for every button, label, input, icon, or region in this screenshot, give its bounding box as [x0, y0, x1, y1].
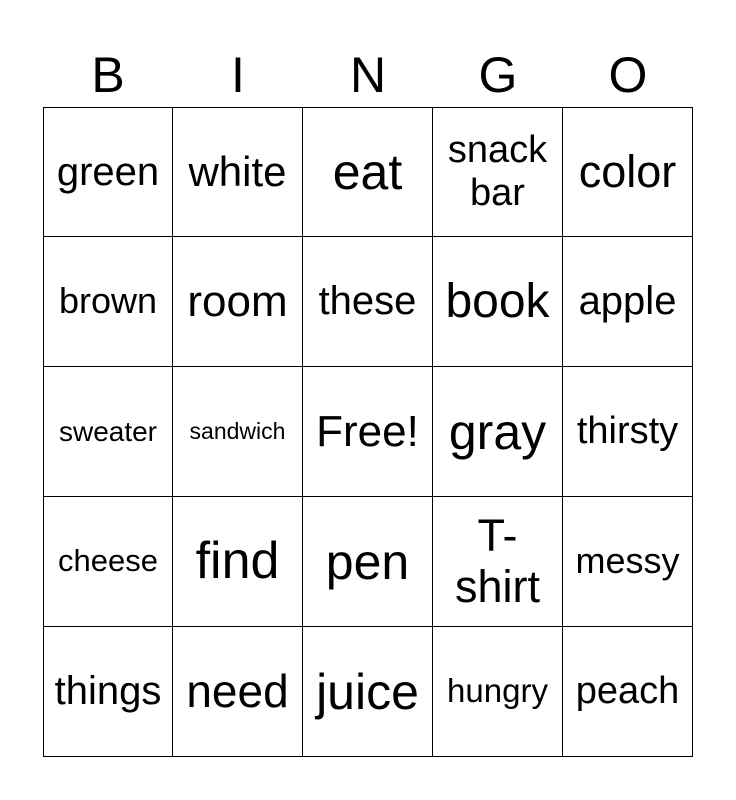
- bingo-cell[interactable]: white: [173, 107, 303, 237]
- bingo-cell[interactable]: book: [433, 237, 563, 367]
- bingo-cell[interactable]: eat: [303, 107, 433, 237]
- bingo-cell[interactable]: snack bar: [433, 107, 563, 237]
- bingo-cell[interactable]: messy: [563, 497, 693, 627]
- bingo-cell[interactable]: thirsty: [563, 367, 693, 497]
- bingo-cell[interactable]: green: [43, 107, 173, 237]
- bingo-cell[interactable]: these: [303, 237, 433, 367]
- bingo-cell[interactable]: room: [173, 237, 303, 367]
- header-letter-i: I: [231, 47, 245, 103]
- bingo-cell[interactable]: color: [563, 107, 693, 237]
- bingo-cell[interactable]: pen: [303, 497, 433, 627]
- header-letter-n: N: [349, 47, 387, 103]
- bingo-cell[interactable]: brown: [43, 237, 173, 367]
- bingo-card: [43, 107, 693, 757]
- bingo-cell[interactable]: apple: [563, 237, 693, 367]
- bingo-cell[interactable]: juice: [303, 627, 433, 757]
- bingo-cell[interactable]: T-shirt: [433, 497, 563, 627]
- bingo-cell[interactable]: peach: [563, 627, 693, 757]
- bingo-cell[interactable]: things: [43, 627, 173, 757]
- bingo-cell[interactable]: sweater: [43, 367, 173, 497]
- bingo-cell[interactable]: hungry: [433, 627, 563, 757]
- bingo-cell[interactable]: gray: [433, 367, 563, 497]
- bingo-cell[interactable]: sandwich: [173, 367, 303, 497]
- bingo-cell[interactable]: find: [173, 497, 303, 627]
- header-letter-o: O: [608, 47, 648, 103]
- bingo-cell[interactable]: cheese: [43, 497, 173, 627]
- bingo-cell[interactable]: need: [173, 627, 303, 757]
- header-letter-b: B: [91, 47, 125, 103]
- bingo-header: [43, 45, 693, 105]
- header-letter-g: G: [478, 47, 518, 103]
- bingo-cell[interactable]: Free!: [303, 367, 433, 497]
